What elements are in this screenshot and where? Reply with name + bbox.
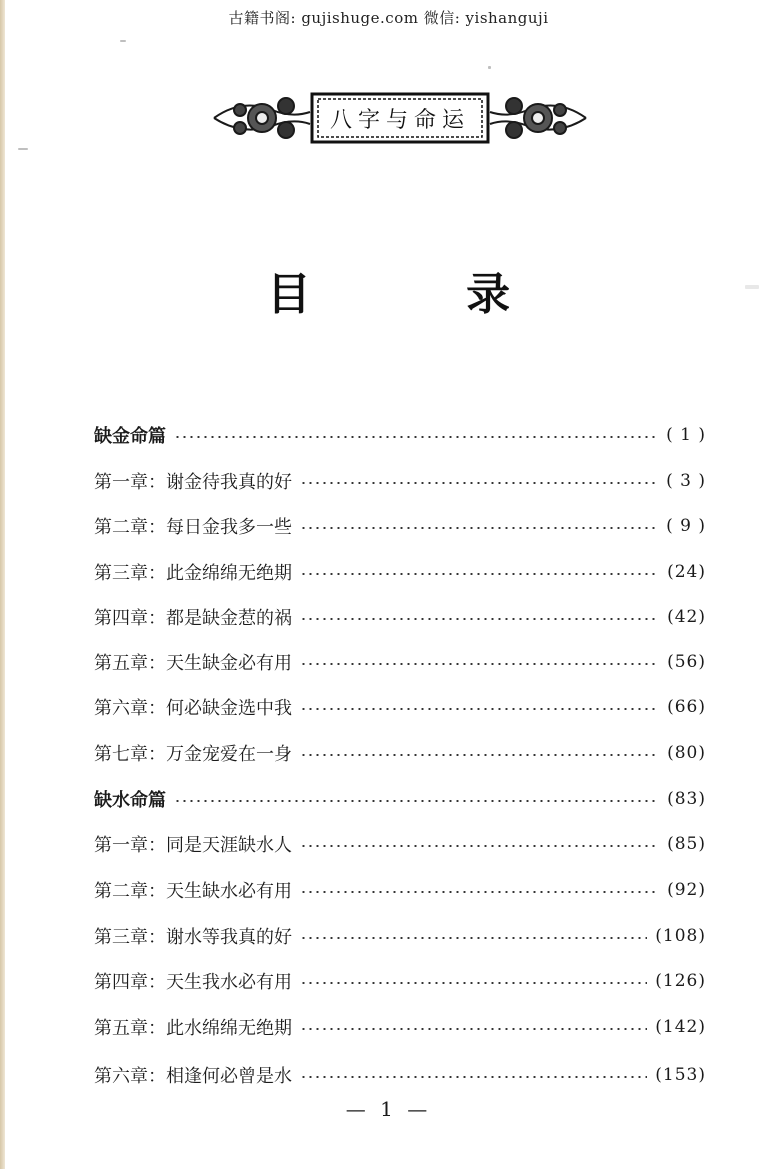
toc-row[interactable]	[94, 511, 706, 541]
toc-label: 第二章：天生缺水必有用	[94, 881, 292, 902]
toc-leader-dots	[300, 527, 658, 529]
toc-row[interactable]	[94, 784, 706, 814]
toc-leader-dots	[300, 618, 659, 620]
toc-page-number: (56)	[667, 652, 706, 672]
toc-page-number: (24)	[667, 562, 706, 582]
toc-row[interactable]	[94, 738, 706, 768]
toc-label: 第四章：天生我水必有用	[94, 972, 292, 993]
toc-leader-dots	[300, 937, 647, 939]
toc-page-number: (108)	[655, 926, 706, 946]
toc-page-number: ( 9 )	[666, 516, 706, 536]
toc-row[interactable]	[94, 557, 706, 587]
toc-row[interactable]	[94, 420, 706, 450]
toc-leader-dots	[300, 573, 659, 575]
toc-leader-dots	[300, 1076, 647, 1078]
toc-label: 缺金命篇	[94, 426, 166, 447]
scan-speck	[18, 148, 28, 150]
toc-label: 第一章：谢金待我真的好	[94, 472, 292, 493]
toc-leader-dots	[174, 800, 659, 802]
scan-speck	[488, 66, 491, 69]
toc-page-number: (92)	[667, 880, 706, 900]
book-title: 八字与命运	[329, 108, 470, 133]
toc-row[interactable]	[94, 1012, 706, 1042]
toc-row[interactable]	[94, 966, 706, 996]
toc-row[interactable]	[94, 1060, 706, 1090]
page-title: 目 录	[266, 269, 581, 320]
toc-row[interactable]	[94, 875, 706, 905]
toc-row[interactable]	[94, 692, 706, 722]
scan-speck	[120, 40, 126, 42]
toc-label: 第三章：此金绵绵无绝期	[94, 563, 292, 584]
toc-page-number: (66)	[667, 697, 706, 717]
toc-leader-dots	[300, 891, 659, 893]
toc-row[interactable]	[94, 602, 706, 632]
toc-label: 第四章：都是缺金惹的祸	[94, 608, 292, 629]
toc-leader-dots	[300, 663, 659, 665]
toc-label: 第二章：每日金我多一些	[94, 517, 292, 538]
toc-page-number: (126)	[655, 971, 706, 991]
toc-row[interactable]	[94, 829, 706, 859]
toc-label: 第七章：万金宠爱在一身	[94, 744, 292, 765]
toc-label: 第三章：谢水等我真的好	[94, 927, 292, 948]
page-left-edge	[0, 0, 5, 1169]
toc-row[interactable]	[94, 647, 706, 677]
toc-label: 缺水命篇	[94, 790, 166, 811]
toc-row[interactable]	[94, 921, 706, 951]
header-watermark-note: 古籍书阁: gujishuge.com 微信: yishanguji	[228, 9, 549, 27]
toc-page-number: ( 1 )	[666, 425, 706, 445]
toc-label: 第五章：此水绵绵无绝期	[94, 1018, 292, 1039]
toc-leader-dots	[300, 482, 658, 484]
toc-leader-dots	[300, 708, 659, 710]
toc-leader-dots	[174, 436, 658, 438]
toc-leader-dots	[300, 1028, 647, 1030]
toc-label: 第六章：相逢何必曾是水	[94, 1066, 292, 1087]
toc-page-number: (80)	[667, 743, 706, 763]
toc-leader-dots	[300, 982, 647, 984]
toc-page-number: (42)	[667, 607, 706, 627]
page-number-footer: — 1 —	[345, 1097, 432, 1121]
toc-leader-dots	[300, 754, 659, 756]
toc-page-number: (85)	[667, 834, 706, 854]
toc-label: 第一章：同是天涯缺水人	[94, 835, 292, 856]
toc-label: 第五章：天生缺金必有用	[94, 653, 292, 674]
toc-page-number: (142)	[655, 1017, 706, 1037]
toc-leader-dots	[300, 845, 659, 847]
toc-page-number: ( 3 )	[666, 471, 706, 491]
toc-row[interactable]	[94, 466, 706, 496]
toc-label: 第六章：何必缺金选中我	[94, 698, 292, 719]
toc-page-number: (83)	[667, 789, 706, 809]
toc-page-number: (153)	[655, 1065, 706, 1085]
